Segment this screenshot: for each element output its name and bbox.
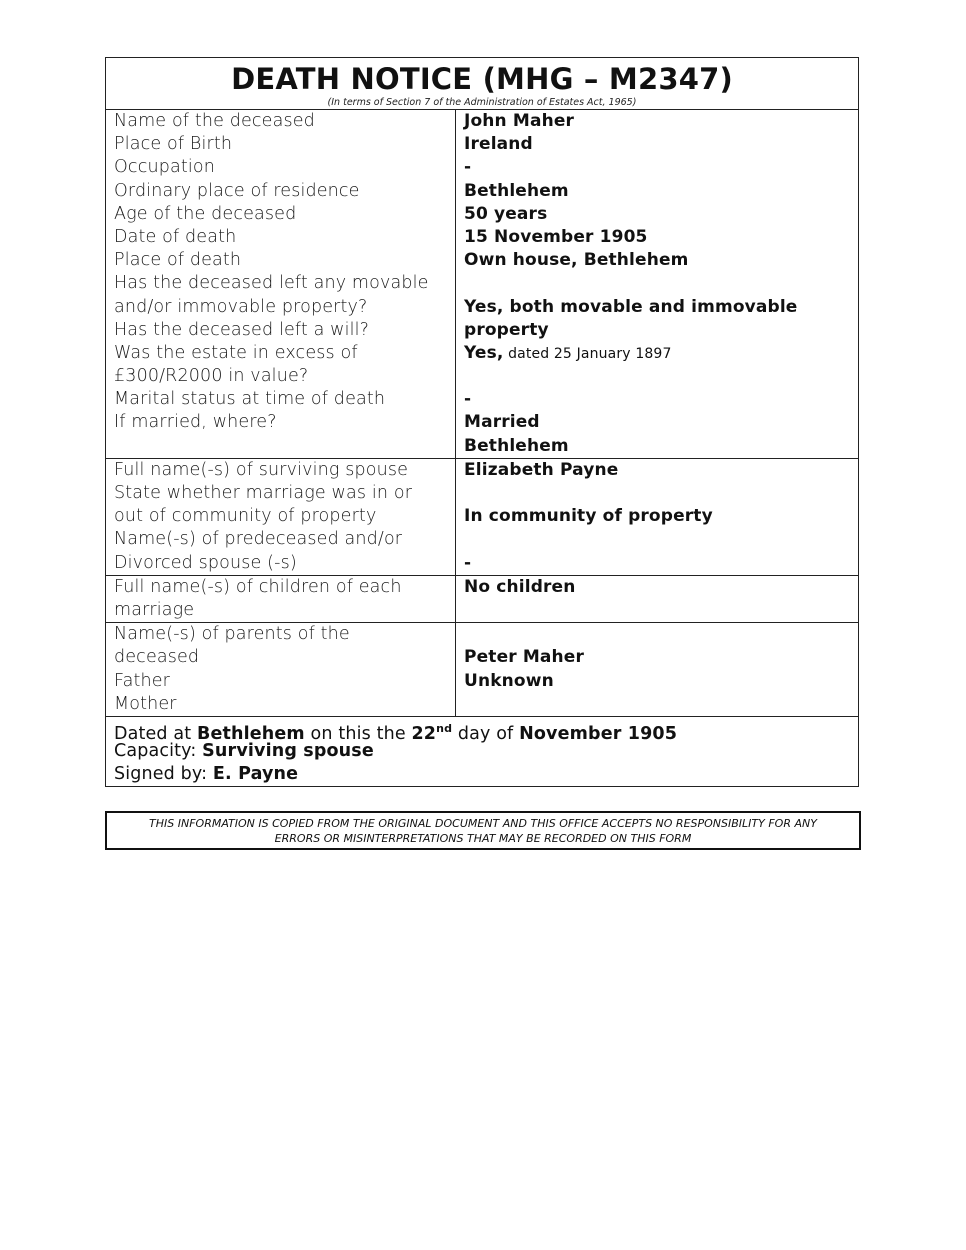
value-community: In community of property bbox=[464, 506, 713, 527]
deceased-details-section bbox=[106, 110, 858, 459]
value-will-answer: Yes, bbox=[464, 342, 504, 363]
field-labels bbox=[106, 576, 456, 622]
capacity-label: Capacity: bbox=[114, 741, 203, 762]
dated-day-suffix: nd bbox=[436, 721, 453, 735]
field-labels bbox=[106, 623, 456, 716]
label-parents-line2: deceased bbox=[114, 647, 200, 668]
label-estate-line2: £300/R2000 in value? bbox=[114, 366, 309, 387]
label-date-of-death: Date of death bbox=[114, 226, 237, 247]
value-will bbox=[464, 342, 858, 365]
value-father: Peter Maher bbox=[464, 647, 585, 668]
form-header bbox=[106, 58, 858, 110]
label-children-line2: marriage bbox=[114, 599, 195, 620]
value-blank bbox=[464, 623, 858, 646]
label-father: Father bbox=[114, 670, 170, 691]
field-labels bbox=[106, 110, 456, 458]
label-age: Age of the deceased bbox=[114, 203, 297, 224]
label-place-of-death: Place of death bbox=[114, 250, 242, 271]
capacity-value: Surviving spouse bbox=[202, 741, 374, 762]
label-married-where: If married, where? bbox=[114, 412, 277, 433]
value-estate bbox=[464, 365, 858, 388]
signed-value: E. Payne bbox=[212, 764, 299, 785]
dated-line bbox=[106, 717, 858, 744]
value-blank bbox=[464, 528, 858, 551]
dated-day: 22 bbox=[411, 723, 437, 744]
value-married: Married bbox=[464, 412, 540, 433]
value-place-of-birth: Ireland bbox=[464, 134, 533, 155]
label-parents-line1: Name(-s) of parents of the bbox=[114, 624, 350, 645]
value-will-detail: dated 25 January 1897 bbox=[503, 345, 672, 362]
label-children-line1: Full name(-s) of children of each bbox=[114, 576, 402, 597]
value-children: No children bbox=[464, 576, 576, 597]
label-estate-line1: Was the estate in excess of bbox=[114, 342, 358, 363]
page-subtitle: (In terms of Section 7 of the Administration of Estates Act, 1965) bbox=[327, 97, 637, 108]
label-property-line2: and/or immovable property? bbox=[114, 296, 368, 317]
value-blank bbox=[464, 482, 858, 505]
label-blank bbox=[114, 435, 455, 458]
value-name-of-deceased: John Maher bbox=[464, 111, 575, 131]
field-labels bbox=[106, 459, 456, 575]
signed-label: Signed by: bbox=[114, 764, 213, 785]
label-predeceased-line1: Name(-s) of predeceased and/or bbox=[114, 529, 403, 550]
dated-on-text: on this the bbox=[304, 723, 412, 744]
label-residence: Ordinary place of residence bbox=[114, 180, 360, 201]
dated-day-text: day of bbox=[452, 723, 520, 744]
signed-line bbox=[106, 763, 858, 786]
label-mother: Mother bbox=[114, 693, 177, 714]
value-blank bbox=[464, 599, 858, 622]
label-community-line2: out of community of property bbox=[114, 506, 377, 527]
disclaimer-line1: THIS INFORMATION IS COPIED FROM THE ORIGINAL DOCUMENT AND THIS OFFICE ACCEPTS NO RESPONSIBILITY FOR ANY bbox=[149, 817, 817, 830]
value-blank bbox=[464, 693, 858, 716]
value-date-of-death: 15 November 1905 bbox=[464, 226, 648, 247]
value-married-where: Bethlehem bbox=[464, 435, 569, 456]
value-marital-status: - bbox=[464, 389, 472, 410]
label-community-line1: State whether marriage was in or bbox=[114, 483, 413, 503]
field-values bbox=[456, 576, 858, 622]
label-occupation: Occupation bbox=[114, 157, 215, 178]
page-title: DEATH NOTICE (MHG – M2347) bbox=[231, 62, 733, 96]
value-predeceased: - bbox=[464, 552, 472, 573]
value-property-line1: Yes, both movable and immovable bbox=[464, 296, 798, 317]
field-values bbox=[456, 110, 858, 458]
disclaimer-box bbox=[105, 811, 861, 850]
signature-section bbox=[106, 717, 858, 787]
label-will: Has the deceased left a will? bbox=[114, 319, 370, 340]
dated-place: Bethlehem bbox=[197, 723, 305, 744]
children-section bbox=[106, 576, 858, 623]
parents-section bbox=[106, 623, 858, 717]
dated-month-year: November 1905 bbox=[519, 723, 678, 744]
spouse-section bbox=[106, 459, 858, 576]
disclaimer-line2: ERRORS OR MISINTERPRETATIONS THAT MAY BE RECORDED ON THIS FORM bbox=[274, 832, 692, 845]
value-blank bbox=[464, 272, 858, 295]
field-values bbox=[456, 623, 858, 716]
field-values bbox=[456, 459, 858, 575]
signature-block bbox=[106, 717, 858, 787]
label-predeceased-line2: Divorced spouse (-s) bbox=[114, 552, 297, 573]
value-surviving-spouse: Elizabeth Payne bbox=[464, 459, 619, 480]
value-place-of-death: Own house, Bethlehem bbox=[464, 250, 689, 271]
value-mother: Unknown bbox=[464, 670, 554, 691]
label-surviving-spouse: Full name(-s) of surviving spouse bbox=[114, 459, 409, 480]
value-residence: Bethlehem bbox=[464, 180, 569, 201]
value-occupation: - bbox=[464, 157, 472, 178]
value-age: 50 years bbox=[464, 203, 548, 224]
dated-prefix: Dated at bbox=[114, 723, 197, 744]
death-notice-form bbox=[105, 57, 859, 787]
label-marital-status: Marital status at time of death bbox=[114, 389, 386, 410]
label-property-line1: Has the deceased left any movable bbox=[114, 273, 429, 294]
label-name-of-deceased: Name of the deceased bbox=[114, 111, 315, 131]
label-place-of-birth: Place of Birth bbox=[114, 134, 233, 155]
value-property-line2: property bbox=[464, 319, 549, 340]
